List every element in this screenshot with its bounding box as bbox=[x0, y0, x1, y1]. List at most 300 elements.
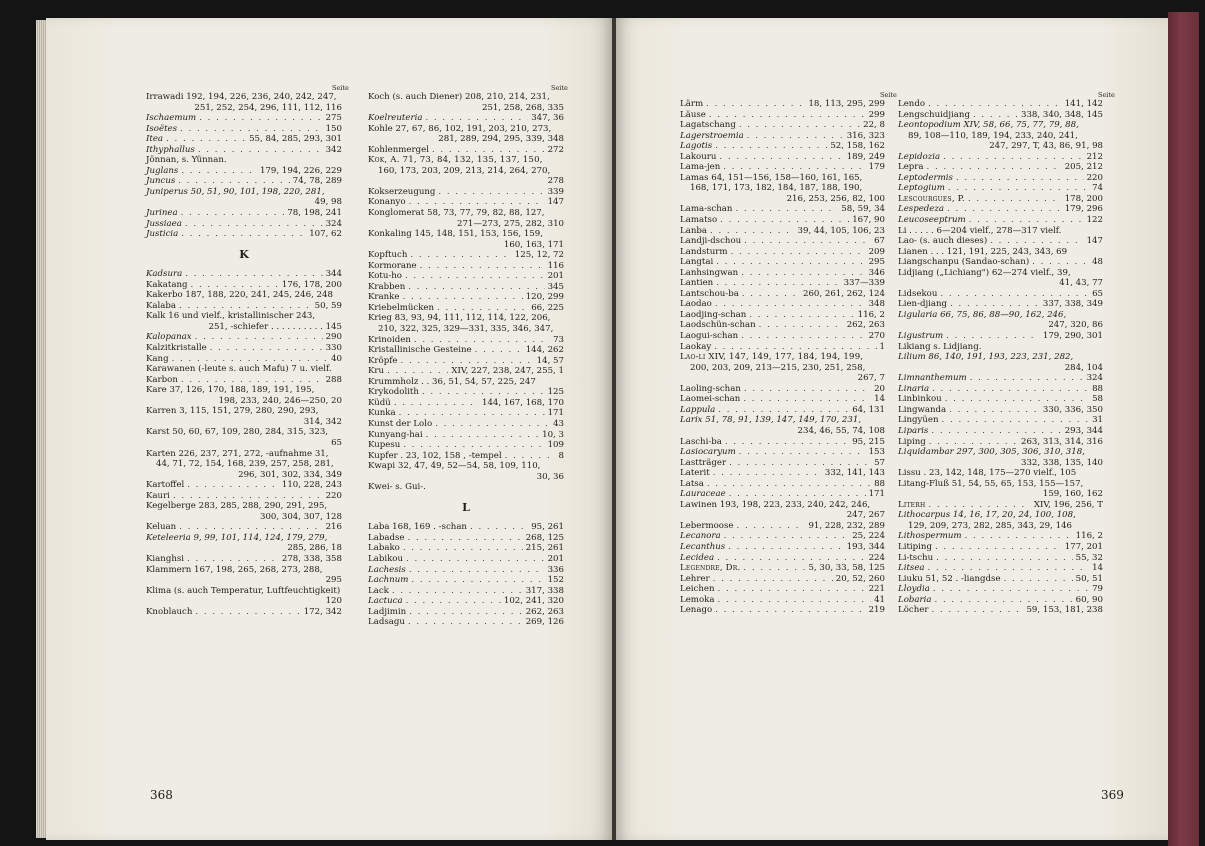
seite-label-right-2: Seite bbox=[1098, 91, 1115, 99]
entry-continuation: 285, 286, 18 bbox=[287, 543, 342, 554]
index-term: Lastträger bbox=[680, 457, 727, 468]
index-entry bbox=[898, 468, 1103, 479]
page-references: 348 bbox=[868, 299, 885, 310]
page-references: 270 bbox=[868, 331, 885, 342]
index-entry bbox=[680, 584, 885, 595]
leader-dots bbox=[969, 215, 1084, 226]
page-references: 179, 194, 226, 229 bbox=[259, 165, 342, 176]
leader-dots bbox=[715, 605, 865, 616]
index-term: Ithyphallus bbox=[146, 144, 195, 155]
leader-dots bbox=[179, 301, 312, 312]
right-index-column-2 bbox=[898, 99, 1103, 616]
index-entry bbox=[898, 299, 1103, 310]
page-number-right: 369 bbox=[1101, 788, 1124, 802]
page-references: 220 bbox=[1086, 172, 1103, 183]
entry-continuation: 251, 258, 268, 335 bbox=[481, 102, 564, 113]
index-entry bbox=[680, 278, 885, 289]
page-references: 20, 52, 260 bbox=[835, 573, 885, 584]
leader-dots bbox=[470, 522, 528, 533]
index-term: Juglans bbox=[146, 165, 179, 176]
page-references: 275 bbox=[325, 113, 342, 124]
index-term: Ladjimin bbox=[368, 606, 407, 617]
entry-continuation: 200, 203, 209, 213—215, 230, 251, 258, bbox=[690, 362, 866, 373]
index-entry bbox=[680, 120, 885, 131]
page-references: 74 bbox=[1092, 183, 1103, 194]
index-term: Labadse bbox=[368, 532, 405, 543]
entry-continuation: 267, 7 bbox=[857, 373, 885, 384]
index-entry bbox=[680, 247, 885, 258]
page-references: 205, 212 bbox=[1064, 162, 1103, 173]
entry-continuation: 160, 173, 203, 209, 213, 214, 264, 270, bbox=[378, 165, 551, 176]
page-references: 41 bbox=[874, 594, 885, 605]
index-entry bbox=[146, 290, 342, 301]
index-term: Lemoka bbox=[680, 594, 715, 605]
page-references: 317, 338 bbox=[525, 585, 564, 596]
leader-dots bbox=[949, 405, 1040, 416]
page-references: 293, 344 bbox=[1064, 425, 1103, 436]
index-entry bbox=[368, 229, 564, 250]
index-term: Kohlenmergel bbox=[368, 144, 429, 155]
index-entry bbox=[680, 342, 885, 353]
index-term: Koelreuteria bbox=[368, 113, 423, 124]
leader-dots bbox=[759, 320, 844, 331]
page-references: 178, 200 bbox=[1064, 193, 1103, 204]
page-references: 14 bbox=[874, 394, 885, 405]
index-term: Keteleeria 9, 99, 101, 114, 124, 179, 279, bbox=[146, 532, 328, 543]
index-term: Kwei- s. Gui-. bbox=[368, 482, 426, 493]
index-entry bbox=[898, 99, 1103, 110]
index-term: Laodschün-schan bbox=[680, 320, 756, 331]
index-entry bbox=[368, 430, 564, 441]
page-references: 116 bbox=[547, 260, 564, 271]
index-term: Ligularia 66, 75, 86, 88—90, 162, 246, bbox=[898, 309, 1067, 320]
index-entry bbox=[146, 301, 342, 312]
index-term: Kianghsi bbox=[146, 553, 185, 564]
page-references: 221 bbox=[868, 584, 885, 595]
page-references: 95, 215 bbox=[852, 436, 885, 447]
leader-dots bbox=[928, 563, 1090, 574]
index-entry bbox=[368, 565, 564, 576]
page-references: 179 bbox=[868, 162, 885, 173]
index-term: Kranke bbox=[368, 292, 400, 303]
leader-dots bbox=[717, 595, 871, 606]
page-references: 125, 12, 72 bbox=[514, 250, 564, 261]
index-entry bbox=[368, 303, 564, 314]
leader-dots bbox=[406, 554, 545, 565]
index-term: Liangschanpu (Sandao-schan) bbox=[898, 257, 1030, 268]
page-references: 215, 261 bbox=[525, 543, 564, 554]
page-references: 107, 62 bbox=[309, 229, 342, 240]
leader-dots bbox=[425, 113, 528, 124]
index-term: Jurinea bbox=[146, 208, 178, 219]
index-entry bbox=[898, 415, 1103, 426]
leader-dots bbox=[736, 521, 805, 532]
index-term: Jussiaea bbox=[146, 218, 182, 229]
entry-continuation: 281, 289, 294, 295, 339, 348 bbox=[438, 134, 564, 145]
index-term: Laokay bbox=[680, 341, 712, 352]
index-entry bbox=[146, 343, 342, 354]
entry-continuation: 332, 338, 135, 140 bbox=[1020, 457, 1103, 468]
leader-dots bbox=[739, 447, 866, 458]
leader-dots bbox=[716, 278, 840, 289]
page-references: 179, 290, 301 bbox=[1042, 331, 1103, 342]
leader-dots bbox=[707, 479, 871, 490]
index-term: Klammern 167, 198, 265, 268, 273, 288, bbox=[146, 564, 323, 575]
page-references: 73 bbox=[553, 334, 564, 345]
leader-dots bbox=[420, 261, 545, 272]
leader-dots bbox=[475, 345, 523, 356]
index-term: Lepidozia bbox=[898, 151, 941, 162]
index-entry bbox=[368, 113, 564, 124]
leader-dots bbox=[725, 437, 849, 448]
leader-dots bbox=[946, 331, 1040, 342]
index-entry bbox=[146, 385, 342, 406]
index-entry bbox=[146, 354, 342, 365]
leader-dots bbox=[407, 533, 522, 544]
index-term: Karawanen (-leute s. auch Mafu) 7 u. vielf. bbox=[146, 364, 332, 375]
index-term: Laogui-schan bbox=[680, 331, 739, 342]
page-references: 338, 340, 348, 145 bbox=[1020, 109, 1103, 120]
leader-dots bbox=[947, 204, 1062, 215]
index-term: Konanyo bbox=[368, 197, 406, 208]
index-entry bbox=[680, 331, 885, 342]
page-references: 269, 126 bbox=[525, 617, 564, 628]
index-entry bbox=[368, 271, 564, 282]
entry-continuation: 198, 233, 240, 246—250, 20 bbox=[218, 395, 342, 406]
leader-dots bbox=[709, 110, 866, 121]
page-references: 342 bbox=[325, 144, 342, 155]
index-term: Küdü bbox=[368, 397, 391, 408]
seite-label-left-2: Seite bbox=[551, 84, 568, 92]
index-entry bbox=[368, 155, 564, 187]
index-term: Irrawadi 192, 194, 226, 236, 240, 242, 247, bbox=[146, 92, 337, 102]
page-references: 167, 90 bbox=[852, 215, 885, 226]
index-entry bbox=[898, 257, 1103, 268]
page-references: 263, 313, 314, 316 bbox=[1020, 436, 1103, 447]
index-term: Lantschou-ba bbox=[680, 288, 739, 299]
index-term: Litiping bbox=[898, 541, 932, 552]
leader-dots bbox=[735, 204, 838, 215]
index-entry bbox=[680, 542, 885, 553]
page-references: 144, 167, 168, 170 bbox=[481, 397, 564, 408]
index-entry bbox=[368, 533, 564, 544]
index-term: Langtai bbox=[680, 257, 714, 268]
page-references: 88 bbox=[874, 478, 885, 489]
index-entry bbox=[368, 543, 564, 554]
page-references: 50, 59 bbox=[314, 300, 342, 311]
page-references: 55, 84, 285, 293, 301 bbox=[249, 134, 342, 145]
index-term: Kakatang bbox=[146, 279, 188, 290]
index-term: Kauri bbox=[146, 490, 170, 501]
index-term: Keluan bbox=[146, 522, 177, 533]
index-term: Kalk 16 und vielf., kristallinischer 243, bbox=[146, 311, 316, 322]
page-references: 345 bbox=[547, 281, 564, 292]
index-term: Lauraceae bbox=[680, 489, 726, 500]
index-term: Labikou bbox=[368, 553, 403, 564]
index-term: Kriebelmücken bbox=[368, 302, 435, 313]
page-references: XIV, 227, 238, 247, 255, 1 bbox=[451, 366, 564, 377]
index-entry bbox=[898, 162, 1103, 173]
index-entry bbox=[680, 299, 885, 310]
index-term: Li-tschu bbox=[898, 552, 934, 563]
index-entry bbox=[368, 451, 564, 462]
index-term: Lescourgues, P. bbox=[898, 193, 965, 204]
index-entry bbox=[368, 387, 564, 398]
index-term: Kalopanax bbox=[146, 332, 192, 343]
page-references: 272 bbox=[547, 144, 564, 155]
index-term: Larix 51, 78, 91, 139, 147, 149, 170, 231, bbox=[680, 415, 862, 426]
leader-dots bbox=[931, 605, 1023, 616]
book-cover-edge bbox=[1168, 12, 1199, 846]
leader-dots bbox=[742, 289, 800, 300]
index-term: Karten 226, 237, 271, 272, -aufnahme 31, bbox=[146, 448, 329, 459]
page-references: 64, 131 bbox=[852, 404, 885, 415]
leader-dots bbox=[936, 553, 1073, 564]
index-term: Kröpfe bbox=[368, 355, 398, 366]
index-entry bbox=[146, 134, 342, 145]
index-entry bbox=[680, 384, 885, 395]
index-entry bbox=[898, 563, 1103, 574]
index-entry bbox=[680, 447, 885, 458]
leader-dots bbox=[1032, 257, 1089, 268]
index-entry bbox=[146, 522, 342, 533]
leader-dots bbox=[1004, 574, 1073, 585]
index-term: Krieg 83, 93, 94, 111, 112, 114, 122, 206, bbox=[368, 313, 551, 324]
entry-continuation: 44, 71, 72, 154, 168, 239, 257, 258, 281, bbox=[156, 459, 334, 470]
leader-dots bbox=[710, 226, 795, 237]
leader-dots bbox=[181, 208, 285, 219]
right-page bbox=[616, 18, 1168, 840]
index-entry bbox=[898, 289, 1103, 300]
page-references: 219 bbox=[868, 605, 885, 616]
page-references: 58, 59, 34 bbox=[841, 204, 885, 215]
page-references: 109 bbox=[547, 440, 564, 451]
index-term: Liuku 51, 52 . -liangdse bbox=[898, 573, 1001, 584]
index-entry bbox=[368, 596, 564, 607]
index-term: Lidsekou bbox=[898, 288, 938, 299]
page-references: 18, 113, 295, 299 bbox=[808, 99, 885, 109]
page-references: 14 bbox=[1092, 563, 1103, 574]
index-entry bbox=[146, 375, 342, 386]
index-term: Lebermoose bbox=[680, 520, 734, 531]
leader-dots bbox=[965, 531, 1073, 542]
index-term: Lehrer bbox=[680, 573, 710, 584]
index-term: Lobaria bbox=[898, 594, 932, 605]
index-term: Lengschuidjiang bbox=[898, 109, 970, 120]
index-term: Lloydia bbox=[898, 584, 930, 595]
index-entry bbox=[680, 152, 885, 163]
page-references: 55, 32 bbox=[1075, 552, 1103, 563]
index-term: Lecanthus bbox=[680, 541, 726, 552]
index-term: Knoblauch bbox=[146, 606, 193, 617]
leader-dots bbox=[928, 99, 1062, 110]
entry-continuation: 295 bbox=[325, 575, 342, 586]
leader-dots bbox=[438, 187, 544, 198]
index-term: Juniperus 50, 51, 90, 101, 198, 220, 281, bbox=[146, 186, 325, 197]
index-entry bbox=[680, 320, 885, 331]
index-entry bbox=[680, 110, 885, 121]
index-term: Lachesis bbox=[368, 564, 406, 575]
index-entry bbox=[680, 204, 885, 215]
index-entry bbox=[680, 458, 885, 469]
leader-dots bbox=[187, 554, 279, 565]
page-references: 25, 224 bbox=[852, 531, 885, 542]
entry-continuation: 30, 36 bbox=[536, 471, 564, 482]
index-term: Konglomerat 58, 73, 77, 79, 82, 88, 127, bbox=[368, 208, 545, 219]
index-entry bbox=[146, 607, 342, 618]
page-references: 147 bbox=[1086, 236, 1103, 247]
page-references: 88 bbox=[1092, 383, 1103, 394]
entry-continuation: 160, 163, 171 bbox=[503, 239, 564, 250]
seite-label-left: Seite bbox=[332, 84, 349, 92]
index-entry bbox=[146, 229, 342, 240]
index-term: Lao- (s. auch dieses) bbox=[898, 236, 988, 247]
index-term: Lama-schan bbox=[680, 204, 733, 215]
index-term: Kristallinische Gesteine bbox=[368, 345, 472, 356]
leader-dots bbox=[715, 141, 827, 152]
index-term: Kunyang-hai bbox=[368, 429, 423, 440]
index-term: Lianen . . . 121, 191, 225, 243, 343, 69 bbox=[898, 246, 1068, 257]
index-term: Leichen bbox=[680, 584, 715, 595]
index-entry bbox=[898, 236, 1103, 247]
index-term: Ladsagu bbox=[368, 617, 405, 628]
leader-dots bbox=[956, 173, 1084, 184]
leader-dots bbox=[723, 162, 865, 173]
index-term: Lack bbox=[368, 585, 389, 596]
index-term: Kare 37, 126, 170, 188, 189, 191, 195, bbox=[146, 385, 315, 396]
index-term: Lissu . 23, 142, 148, 175—270 vielf., 105 bbox=[898, 468, 1077, 479]
page-references: 262, 263 bbox=[846, 320, 885, 331]
page-references: 102, 241, 320 bbox=[503, 596, 564, 607]
leader-dots bbox=[741, 331, 865, 342]
leader-dots bbox=[410, 250, 511, 261]
index-term: Lactuca bbox=[368, 596, 403, 607]
right-index-column-1 bbox=[680, 99, 885, 616]
leader-dots bbox=[744, 236, 871, 247]
leader-dots bbox=[405, 271, 545, 282]
index-term: Lithocarpus 14, 16, 17, 20, 24, 100, 108, bbox=[898, 510, 1076, 521]
leader-dots bbox=[505, 451, 556, 462]
page-references: 40 bbox=[331, 353, 342, 364]
index-term: Kalaba bbox=[146, 300, 177, 311]
page-references: 116, 2 bbox=[1075, 531, 1103, 542]
index-entry bbox=[680, 605, 885, 616]
index-entry bbox=[146, 166, 342, 177]
index-entry bbox=[680, 394, 885, 405]
index-term: Kupfer . 23, 102, 158 , -tempel bbox=[368, 450, 502, 461]
page-references: 339 bbox=[547, 186, 564, 197]
leader-dots bbox=[731, 247, 866, 258]
index-entry bbox=[146, 533, 342, 554]
index-term: Krummholz . . 36, 51, 54, 57, 225, 247 bbox=[368, 376, 536, 387]
page-references: 172, 342 bbox=[303, 606, 342, 617]
entry-continuation: 251, 252, 254, 296, 111, 112, 116 bbox=[194, 102, 342, 113]
index-term: Lien-djiang bbox=[898, 299, 948, 310]
leader-dots bbox=[716, 257, 865, 268]
left-index-column-1 bbox=[146, 92, 342, 617]
letter-heading: L bbox=[462, 500, 470, 514]
leader-dots bbox=[990, 236, 1083, 247]
page-references: 189, 249 bbox=[846, 151, 885, 162]
leader-dots bbox=[950, 299, 1040, 310]
index-entry bbox=[680, 479, 885, 490]
index-term: Laoling-schan bbox=[680, 383, 741, 394]
index-entry bbox=[898, 426, 1103, 437]
index-entry bbox=[146, 176, 342, 187]
index-entry bbox=[368, 282, 564, 293]
page-references: 346 bbox=[868, 267, 885, 278]
index-entry bbox=[898, 394, 1103, 405]
page-references: 60, 90 bbox=[1075, 594, 1103, 605]
index-term: Kru bbox=[368, 366, 385, 377]
index-entry bbox=[898, 173, 1103, 184]
entry-continuation: 168, 171, 173, 182, 184, 187, 188, 190, bbox=[690, 183, 863, 194]
page-references: 171 bbox=[547, 408, 564, 419]
index-term: Liquidambar 297, 300, 305, 306, 310, 318, bbox=[898, 447, 1085, 458]
index-entry bbox=[368, 197, 564, 208]
index-term: Leptogium bbox=[898, 183, 945, 194]
page-references: 216 bbox=[325, 522, 342, 533]
leader-dots bbox=[185, 269, 322, 280]
page-references: 144, 262 bbox=[525, 345, 564, 356]
entry-continuation: 300, 304, 307, 128 bbox=[259, 511, 342, 522]
index-entry bbox=[146, 565, 342, 586]
leader-dots bbox=[180, 124, 323, 135]
leader-dots bbox=[931, 426, 1061, 437]
index-entry bbox=[898, 342, 1103, 353]
page-references: 260, 261, 262, 124 bbox=[802, 288, 885, 299]
index-entry bbox=[368, 586, 564, 597]
page-references: 332, 141, 143 bbox=[824, 468, 885, 479]
index-term: Kartoffel bbox=[146, 480, 185, 491]
index-entry bbox=[898, 510, 1103, 531]
index-entry bbox=[146, 491, 342, 502]
index-term: Lingwanda bbox=[898, 404, 947, 415]
index-entry bbox=[146, 554, 342, 565]
index-entry bbox=[898, 500, 1103, 511]
index-term: Latsa bbox=[680, 478, 704, 489]
index-entry bbox=[898, 574, 1103, 585]
entry-continuation: 296, 301, 302, 334, 349 bbox=[238, 469, 342, 480]
leader-dots bbox=[195, 607, 300, 618]
index-entry bbox=[368, 356, 564, 367]
page-references: 324 bbox=[325, 218, 342, 229]
page-references: 141, 142 bbox=[1064, 99, 1103, 109]
index-term: Kunst der Lolo bbox=[368, 418, 433, 429]
index-term: Limnanthemum bbox=[898, 373, 967, 384]
leader-dots bbox=[181, 375, 323, 386]
leader-dots bbox=[411, 575, 544, 586]
index-term: Justicia bbox=[146, 229, 179, 240]
index-entry bbox=[680, 310, 885, 321]
index-term: Lantien bbox=[680, 278, 714, 289]
index-term: Kegelberge 283, 285, 288, 290, 291, 295, bbox=[146, 501, 328, 512]
index-entry bbox=[898, 110, 1103, 121]
leader-dots bbox=[422, 387, 545, 398]
page-references: 95, 261 bbox=[531, 522, 564, 533]
index-entry bbox=[368, 313, 564, 334]
page-references: 120, 299 bbox=[525, 292, 564, 303]
index-entry bbox=[368, 461, 564, 482]
index-term: Laodjing-schan bbox=[680, 309, 747, 320]
leader-dots bbox=[929, 437, 1018, 448]
index-entry bbox=[146, 187, 342, 208]
index-term: Linbinkou bbox=[898, 394, 942, 405]
page-references: 153 bbox=[868, 447, 885, 458]
index-term: Lamas 64, 151—156, 158—160, 161, 165, bbox=[680, 172, 863, 183]
page-references: 110, 228, 243 bbox=[281, 480, 342, 491]
index-entry bbox=[680, 215, 885, 226]
